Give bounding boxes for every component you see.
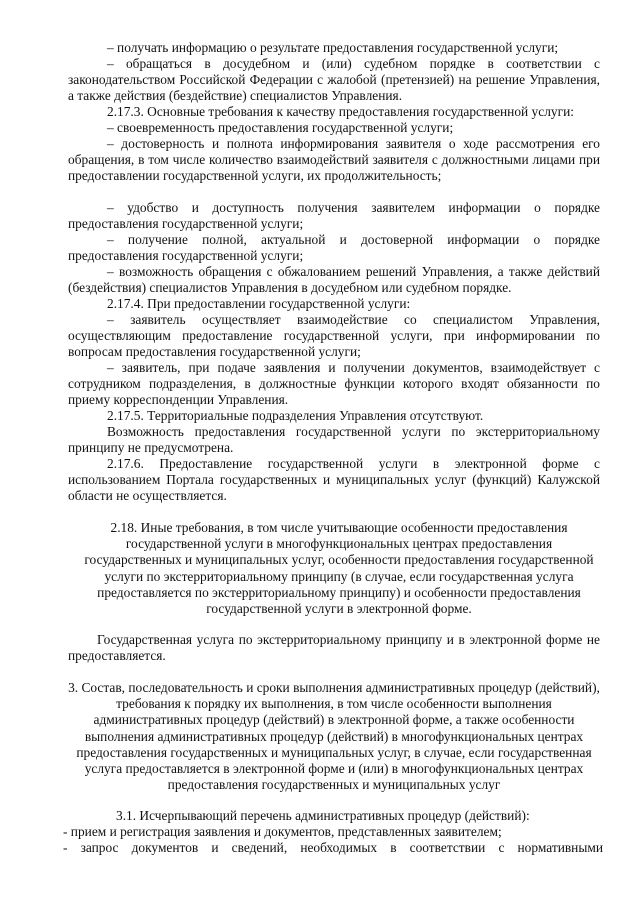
paragraph-bullet-interaction-specialist: – заявитель осуществляет взаимодействие со специалистом Управления, осуществляющим предоставление государственной услуги, при информировании по вопросам предоставления государственной услуги; xyxy=(68,312,600,360)
section-title-3: 3. Состав, последовательность и сроки выполнения административных процедур (действий), требования к порядку их выполнения, в том числе особенности выполнения административных процедур (действий) в электронной форме, а также особенности выполнения административных процедур (действий) в многофункциональных центрах предоставления государственных и муниципальных услуг, в случае, если государственная услуга предоставляется в электронной форме и (или) в многофункциональных центрах предоставления государственных и муниципальных услуг xyxy=(68,680,600,793)
paragraph-bullet-convenience: – удобство и доступность получения заявителем информации о порядке предоставления государственной услуги; xyxy=(68,200,600,232)
section-title-2-18: 2.18. Иные требования, в том числе учитывающие особенности предоставления государственной услуги в многофункциональных центрах предоставления государственных и муниципальных услуг, особенности предоставления государственной услуги по экстерриториальному принципу (в случае, если государственная услуга предоставляется по экстерриториальному принципу) и особенности предоставления государственной услуги в электронной форме. xyxy=(84,520,594,617)
section-heading-2-17-5: 2.17.5. Территориальные подразделения Управления отсутствуют. xyxy=(107,408,484,423)
paragraph-extraterritorial: Возможность предоставления государственной услуги по экстерриториальному принципу не предусмотрена. xyxy=(68,424,600,456)
paragraph-bullet-reliability: – достоверность и полнота информирования заявителя о ходе рассмотрения его обращения, в том числе количество взаимодействий заявителя с должностными лицами при предоставлении государственной услуги, их продолжительность; xyxy=(68,136,600,184)
section-heading-2-17-4: 2.17.4. При предоставлении государственной услуги: xyxy=(107,296,411,311)
section-heading-2-17-6: 2.17.6. Предоставление государственной услуги в электронной форме с использованием Портала государственных и муниципальных услуг (функций) Калужской области не осуществляется. xyxy=(68,456,600,504)
section-heading-3-1: 3.1. Исчерпывающий перечень административных процедур (действий): xyxy=(116,808,530,823)
paragraph-bullet-interaction-employee: – заявитель, при подаче заявления и получении документов, взаимодействует с сотрудником подразделения, в должностные функции которого входят обязанности по приему корреспонденции Управления. xyxy=(68,360,600,408)
paragraph-bullet-appeal: – обращаться в досудебном и (или) судебном порядке в соответствии с законодательством Российской Федерации с жалобой (претензией) на решение Управления, а также действия (бездействие) специалистов Управления. xyxy=(68,56,600,104)
list-item-request-documents: - запрос документов и сведений, необходимых в соответствии с нормативными xyxy=(63,840,603,855)
paragraph-not-provided: Государственная услуга по экстерриториальному принципу и в электронной форме не предоставляется. xyxy=(68,632,600,664)
paragraph-bullet-timeliness: – своевременность предоставления государственной услуги; xyxy=(107,120,454,135)
paragraph-bullet-receive-info: – получать информацию о результате предоставления государственной услуги; xyxy=(107,40,559,55)
section-heading-2-17-3: 2.17.3. Основные требования к качеству предоставления государственной услуги: xyxy=(107,104,574,119)
paragraph-bullet-full-info: – получение полной, актуальной и достоверной информации о порядке предоставления государственной услуги; xyxy=(68,232,600,264)
paragraph-bullet-appeal-possibility: – возможность обращения с обжалованием решений Управления, а также действий (бездействия) специалистов Управления в досудебном или судебном порядке. xyxy=(68,264,600,296)
list-item-reception: - прием и регистрация заявления и документов, представленных заявителем; xyxy=(63,824,502,839)
